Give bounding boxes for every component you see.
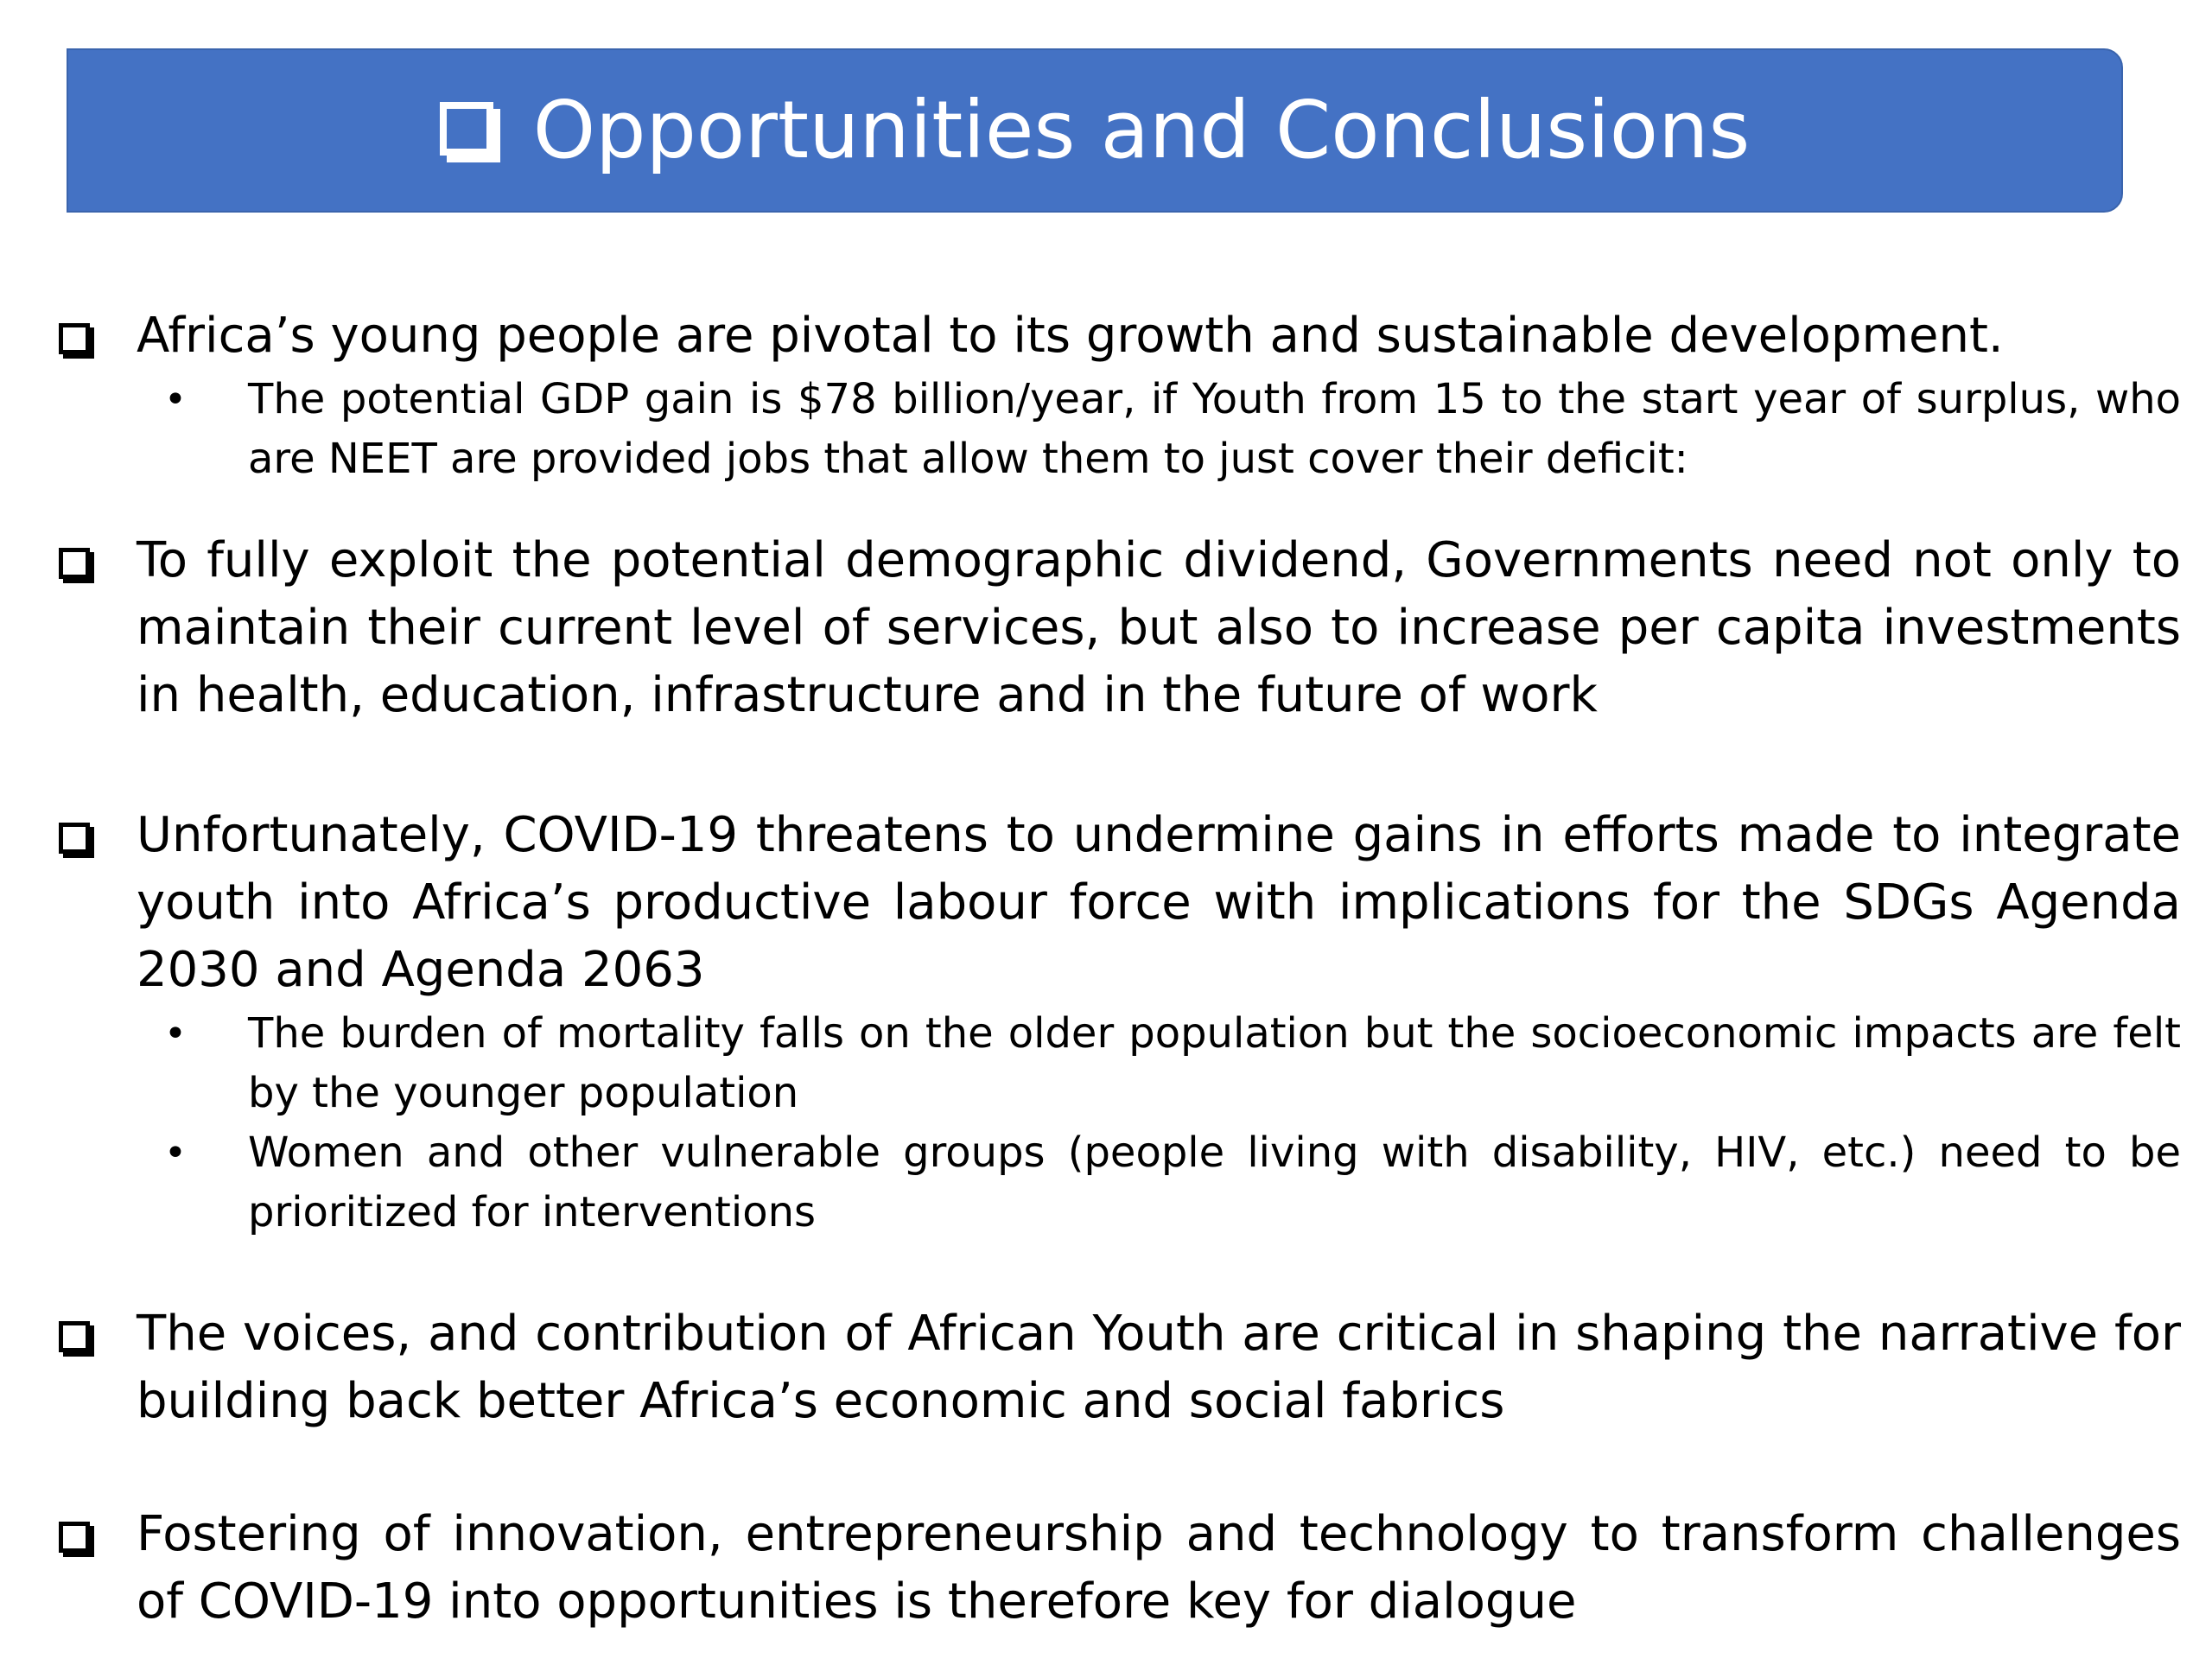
sub-bullet-label: The burden of mortality falls on the older population but the socioeconomic impacts are felt by the younger population: [248, 1009, 2181, 1117]
title-banner: [67, 48, 2123, 213]
bullet-label: Africa’s young people are pivotal to its growth and sustainable development.: [137, 308, 2004, 364]
sub-bullet-text: [59, 1004, 2181, 1123]
bullet-dot-icon: •: [164, 1131, 187, 1175]
bullet-text: [59, 802, 2181, 1004]
checkbox-bullet-icon: [59, 323, 90, 354]
bullet-dot-icon: •: [164, 1012, 187, 1056]
sub-bullet-text: [59, 370, 2181, 489]
bullet-label: The voices, and contribution of African Youth are critical in shaping the narrative for building back better Africa’s economic and social fabrics: [137, 1306, 2181, 1429]
slide-title: Opportunities and Conclusions: [532, 84, 1751, 176]
sub-bullet-label: The potential GDP gain is $78 billion/year, if Youth from 15 to the start year of surplus, who are NEET are provided jobs that allow them to just cover their deficit:: [248, 375, 2181, 483]
checkbox-icon: [440, 102, 493, 156]
checkbox-bullet-icon: [59, 823, 90, 854]
bullet-item: [59, 1501, 2181, 1636]
bullet-item: [59, 802, 2181, 1243]
bullet-item: [59, 1300, 2181, 1435]
checkbox-bullet-icon: [59, 548, 90, 579]
bullet-dot-icon: •: [164, 378, 187, 422]
bullet-item: [59, 527, 2181, 729]
sub-bullet-label: Women and other vulnerable groups (people living with disability, HIV, etc.) need to be prioritized for interventions: [248, 1128, 2181, 1236]
bullet-text: [59, 527, 2181, 729]
bullet-label: To fully exploit the potential demographic dividend, Governments need not only to maintain their current level of services, but also to increase per capita investments in health, education, infrastructure and in the future of work: [137, 532, 2181, 723]
bullet-text: [59, 302, 2181, 370]
bullet-text: [59, 1300, 2181, 1435]
checkbox-bullet-icon: [59, 1522, 90, 1553]
bullet-item: [59, 302, 2181, 489]
checkbox-bullet-icon: [59, 1321, 90, 1352]
sub-bullet-text: [59, 1123, 2181, 1243]
bullet-text: [59, 1501, 2181, 1636]
bullet-label: Fostering of innovation, entrepreneurship and technology to transform challenges of COVID-19 into opportunities is therefore key for dialogue: [137, 1506, 2181, 1630]
bullet-label: Unfortunately, COVID-19 threatens to undermine gains in efforts made to integrate youth into Africa’s productive labour force with implications for the SDGs Agenda 2030 and Agenda 2063: [137, 807, 2181, 998]
